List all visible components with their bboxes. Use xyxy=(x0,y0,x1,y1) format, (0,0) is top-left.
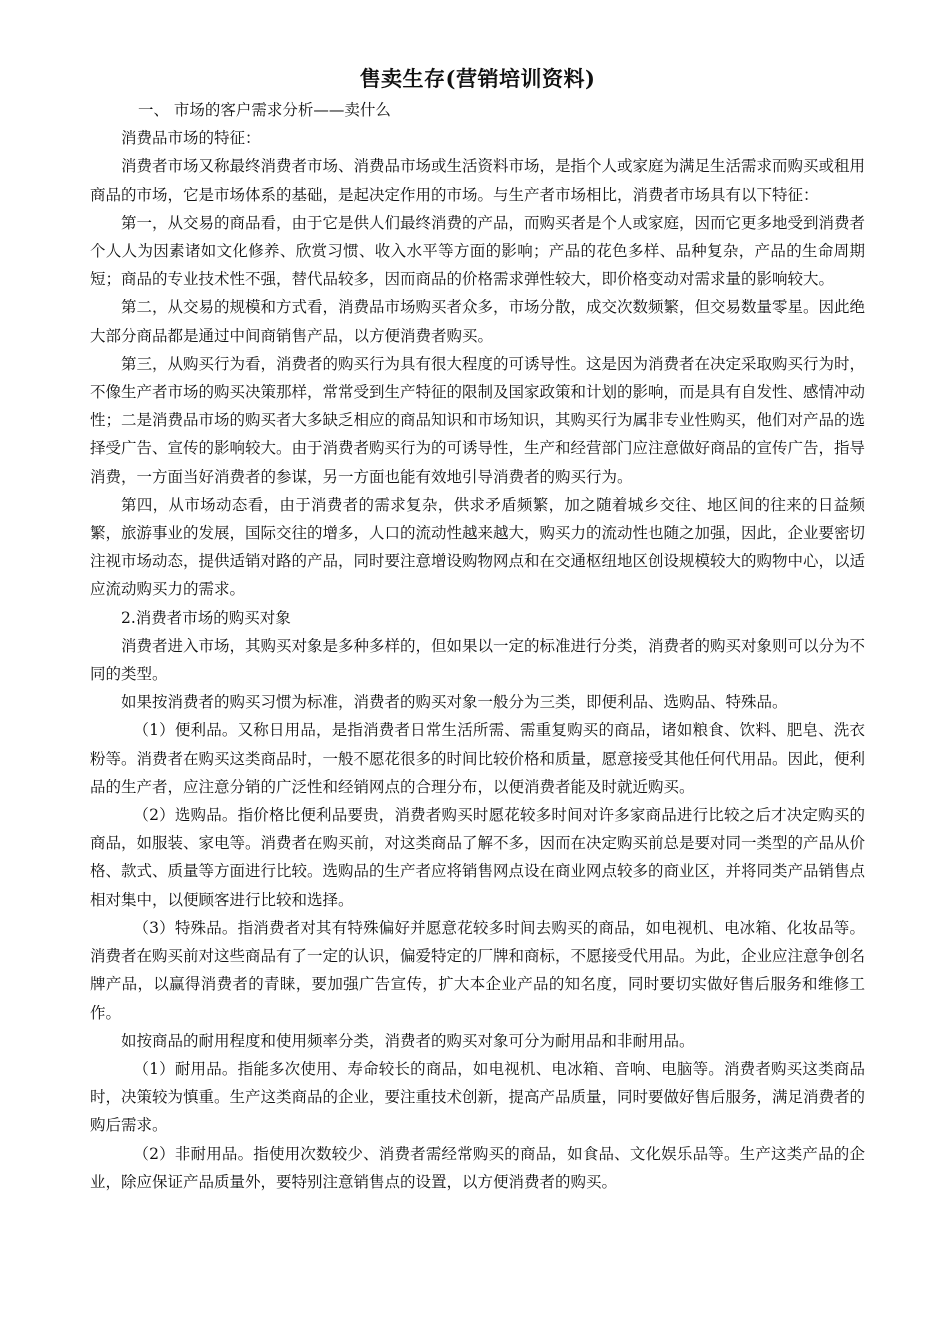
list-item: （3）特殊品。指消费者对其有特殊偏好并愿意花较多时间去购买的商品，如电视机、电冰箱、化妆品等。消费者在购买前对这些商品有了一定的认识，偏爱特定的厂牌和商标，不愿接受代用品。为此，企业应注意争创名牌产品，以赢得消费者的青睐，要加强广告宣传，扩大本企业产品的知名度，同时要切实做好售后服务和维修工作。 xyxy=(90,918,866,1022)
list-item: （1）耐用品。指能多次使用、寿命较长的商品，如电视机、电冰箱、音响、电脑等。消费者购买这类商品时，决策较为慎重。生产这类商品的企业，要注重技术创新，提高产品质量，同时要做好售后服务，满足消费者的购后需求。 xyxy=(90,1059,866,1135)
list-item: （2）非耐用品。指使用次数较少、消费者需经常购买的商品，如食品、文化娱乐品等。生产这类产品的企业，除应保证产品质量外，要特别注意销售点的设置，以方便消费者的购买。 xyxy=(90,1144,865,1191)
document-body xyxy=(90,96,865,1196)
paragraph: 第四，从市场动态看，由于消费者的需求复杂，供求矛盾频繁，加之随着城乡交往、地区间的往来的日益频繁，旅游事业的发展，国际交往的增多，人口的流动性越来越大，购买力的流动性也随之加强，因此，企业要密切注视市场动态，提供适销对路的产品，同时要注意增设购物网点和在交通枢纽地区创设规模较大的购物中心，以适应流动购买力的需求。 xyxy=(90,495,866,599)
section-heading: 一、 市场的客户需求分析——卖什么 xyxy=(138,101,391,119)
document-title: 售卖生存(营销培训资料) xyxy=(359,66,596,91)
subsection-heading: 2.消费者市场的购买对象 xyxy=(121,608,291,627)
paragraph: 第二，从交易的规模和方式看，消费品市场购买者众多，市场分散，成交次数频繁，但交易数量零星。因此绝大部分商品都是通过中间商销售产品，以方便消费者购买。 xyxy=(90,298,866,345)
paragraph: 如果按消费者的购买习惯为标准，消费者的购买对象一般分为三类，即便利品、选购品、特殊品。 xyxy=(121,693,788,712)
list-item: （1）便利品。又称日用品，是指消费者日常生活所需、需重复购买的商品，诸如粮食、饮料、肥皂、洗衣粉等。消费者在购买这类商品时，一般不愿花很多的时间比较价格和质量，愿意接受其他任何代用品。因此，便利品的生产者，应注意分销的广泛性和经销网点的合理分布，以便消费者能及时就近购买。 xyxy=(90,721,866,796)
paragraph: 第三，从购买行为看，消费者的购买行为具有很大程度的可诱导性。这是因为消费者在决定采取购买行为时，不像生产者市场的购买决策那样，常常受到生产特征的限制及国家政策和计划的影响，而是具有自发性、感情冲动性；二是消费品市场的购买者大多缺乏相应的商品知识和市场知识，其购买行为属非专业性购买，他们对产品的选择受广告、宣传的影响较大。由于消费者购买行为的可诱导性，生产和经营部门应注意做好商品的宣传广告，指导消费，一方面当好消费者的参谋，另一方面也能有效地引导消费者的购买行为。 xyxy=(90,354,866,486)
paragraph: 消费者进入市场，其购买对象是多种多样的，但如果以一定的标准进行分类，消费者的购买对象则可以分为不同的类型。 xyxy=(90,636,866,684)
subsection-heading: 消费品市场的特征： xyxy=(121,129,261,148)
paragraph: 如按商品的耐用程度和使用频率分类，消费者的购买对象可分为耐用品和非耐用品。 xyxy=(121,1031,695,1050)
paragraph: 第一，从交易的商品看，由于它是供人们最终消费的产品，而购买者是个人或家庭，因而它更多地受到消费者个人人为因素诸如文化修养、欣赏习惯、收入水平等方面的影响；产品的花色多样、品种复杂，产品的生命周期短；商品的专业技术性不强，替代品较多，因而商品的价格需求弹性较大，即价格变动对需求量的影响较大。 xyxy=(90,213,866,289)
list-item: （2）选购品。指价格比便利品要贵，消费者购买时愿花较多时间对许多家商品进行比较之后才决定购买的商品，如服装、家电等。消费者在购买前，对这类商品了解不多，因而在决定购买前总是要对同一类型的产品从价格、款式、质量等方面进行比较。选购品的生产者应将销售网点设在商业网点较多的商业区，并将同类产品销售点相对集中，以便顾客进行比较和选择。 xyxy=(90,806,866,909)
paragraph: 消费者市场又称最终消费者市场、消费品市场或生活资料市场，是指个人或家庭为满足生活需求而购买或租用商品的市场，它是市场体系的基础，是起决定作用的市场。与生产者市场相比，消费者市场具有以下特征： xyxy=(90,157,866,204)
document-page xyxy=(90,64,865,1196)
